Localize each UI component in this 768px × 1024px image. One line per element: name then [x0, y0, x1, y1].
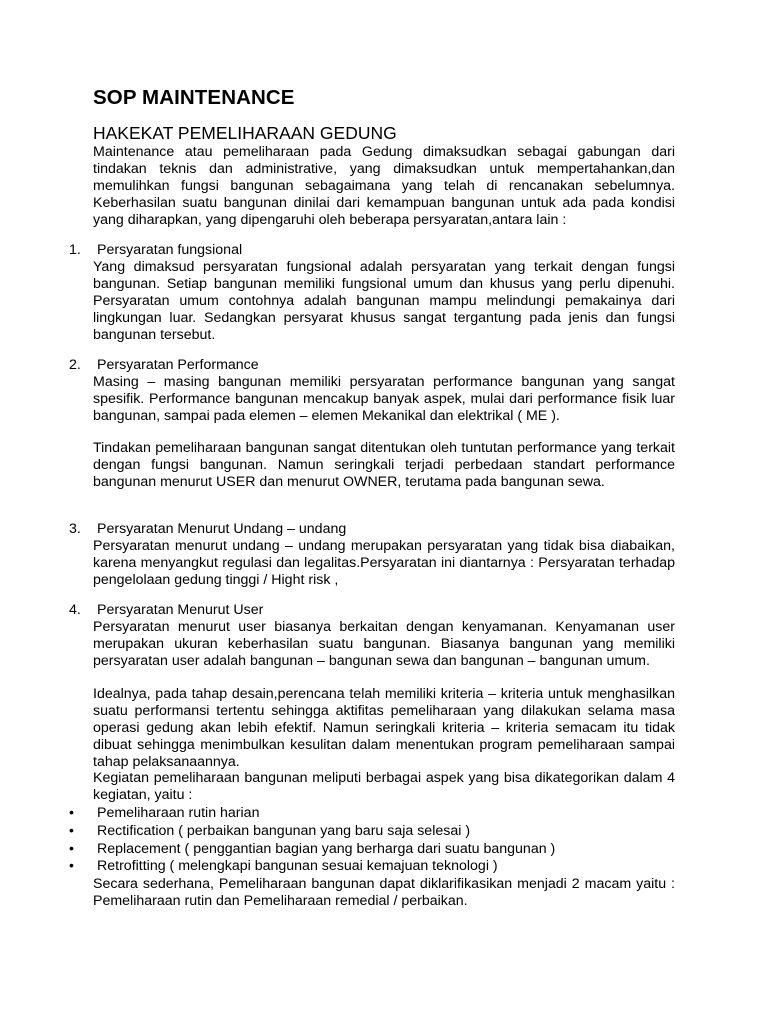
section-1-paragraph: Yang dimaksud persyaratan fungsional adalah persyaratan yang terkait dengan fungsi bangunan. Setiap bangunan memiliki fungsional umum dan khusus yang perlu dipenuhi. Persyaratan umum contohnya adalah bangunan mampu melindungi pemakainya dari lingkungan luar. Sedangkan persyarat khusus sangat tergantung pada jenis dan fungsi bangunan tersebut.: [93, 259, 675, 343]
section-title: HAKEKAT PEMELIHARAAN GEDUNG: [93, 123, 397, 143]
list-number-2: 2.: [69, 357, 81, 373]
bullet-icon: •: [69, 841, 74, 857]
bullet-item: Replacement ( penggantian bagian yang berharga dari suatu bangunan ): [97, 841, 556, 857]
section-heading-3: Persyaratan Menurut Undang – undang: [97, 521, 347, 537]
section-heading-1: Persyaratan fungsional: [97, 242, 243, 258]
section-3-paragraph: Persyaratan menurut undang – undang merupakan persyaratan yang tidak bisa diabaikan, karena menyangkut regulasi dan legalitas.Persyaratan ini diantarnya : Persyaratan terhadap pengelolaan gedung tinggi / Hight risk ,: [93, 538, 675, 588]
section-heading-2: Persyaratan Performance: [97, 357, 259, 373]
bullet-icon: •: [69, 823, 74, 839]
list-number-1: 1.: [69, 242, 81, 258]
section-4-paragraph-2: Idealnya, pada tahap desain,perencana telah memiliki kriteria – kriteria untuk menghasilkan suatu performansi tertentu sehingga aktifitas pemeliharaan yang dilakukan selama masa operasi gedung akan lebih efektif. Namun seringkali kriteria – kriteria semacam itu tidak dibuat sehingga menimbulkan kesulitan dalam menentukan program pemeliharaan sampai tahap pelaksanaannya.: [93, 686, 675, 770]
bullet-item: Rectification ( perbaikan bangunan yang baru saja selesai ): [97, 823, 471, 839]
bullet-item: Pemeliharaan rutin harian: [97, 805, 260, 821]
bullet-icon: •: [69, 858, 74, 874]
bullet-item: Retrofitting ( melengkapi bangunan sesuai kemajuan teknologi ): [97, 858, 498, 874]
list-number-4: 4.: [69, 602, 81, 618]
intro-paragraph: Maintenance atau pemeliharaan pada Gedung dimaksudkan sebagai gabungan dari tindakan teknis dan administrative, yang dimaksudkan untuk mempertahankan,dan memulihkan fungsi bangunan sebagaimana yang telah di rencanakan sebelumnya. Keberhasilan suatu bangunan dinilai dari kemampuan bangunan untuk ada pada kondisi yang diharapkan, yang dipengaruhi oleh beberapa persyaratan,antara lain :: [93, 144, 675, 228]
section-4-paragraph-3: Kegiatan pemeliharaan bangunan meliputi berbagai aspek yang bisa dikategorikan dalam 4 kegiatan, yaitu :: [93, 770, 675, 803]
page-title: SOP MAINTENANCE: [93, 86, 295, 109]
section-2-paragraph-1: Masing – masing bangunan memiliki persyaratan performance bangunan yang sangat spesifik. Performance bangunan mencakup banyak aspek, mulai dari performance fisik luar bangunan, sampai pada elemen – elemen Mekanikal dan elektrikal ( ME ).: [93, 374, 675, 424]
list-number-3: 3.: [69, 521, 81, 537]
bullet-icon: •: [69, 805, 74, 821]
closing-paragraph: Secara sederhana, Pemeliharaan bangunan dapat diklarifikasikan menjadi 2 macam yaitu : Pemeliharaan rutin dan Pemeliharaan remedial / perbaikan.: [93, 876, 675, 909]
section-4-paragraph-1: Persyaratan menurut user biasanya berkaitan dengan kenyamanan. Kenyamanan user merupakan ukuran keberhasilan suatu bangunan. Biasanya bangunan yang memiliki persyaratan user adalah bangunan – bangunan sewa dan bangunan – bangunan umum.: [93, 619, 675, 669]
section-2-paragraph-2: Tindakan pemeliharaan bangunan sangat ditentukan oleh tuntutan performance yang terkait dengan fungsi bangunan. Namun seringkali terjadi perbedaan standart performance bangunan menurut USER dan menurut OWNER, terutama pada bangunan sewa.: [93, 440, 675, 490]
section-heading-4: Persyaratan Menurut User: [97, 602, 264, 618]
